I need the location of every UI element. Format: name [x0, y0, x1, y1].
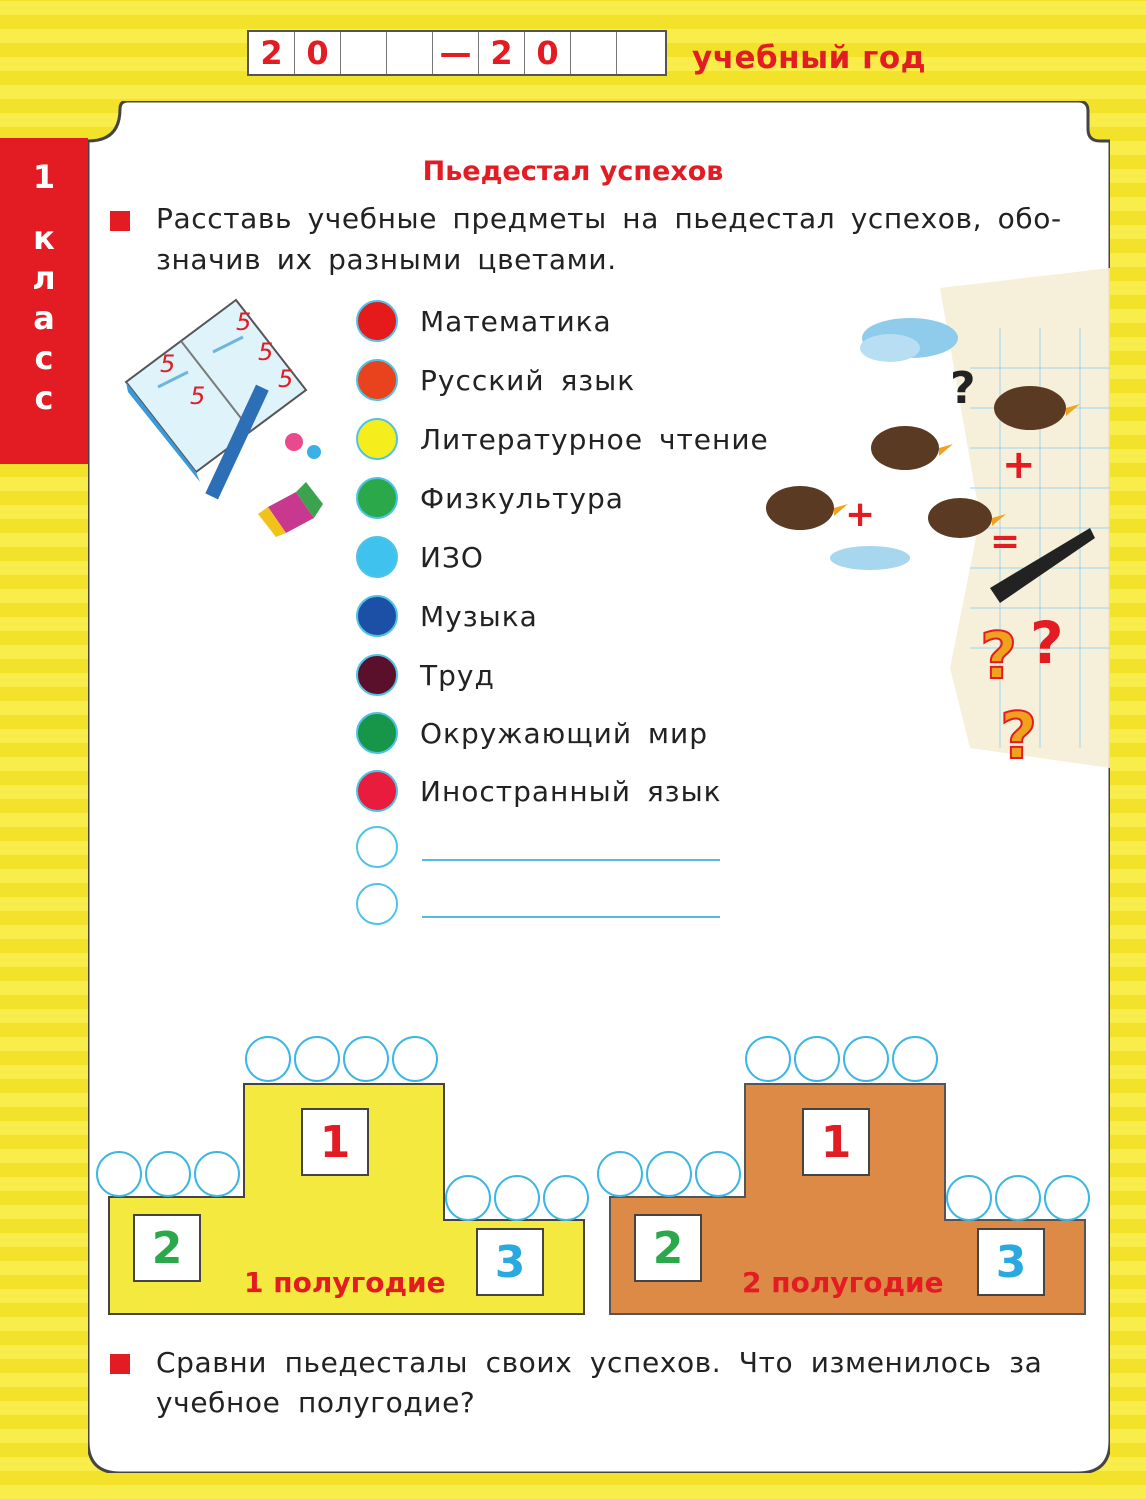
- year-dash: —: [433, 32, 479, 74]
- legend-item: [356, 473, 624, 523]
- legend-item: [356, 708, 708, 758]
- grade-number: 1: [32, 158, 56, 196]
- color-dot[interactable]: [356, 477, 398, 519]
- semester-label: 1 полугодие: [244, 1266, 446, 1299]
- legend-item: [356, 414, 769, 464]
- grade-letter: л: [32, 259, 56, 297]
- write-in-line[interactable]: [422, 859, 720, 861]
- svg-text:=: =: [990, 521, 1021, 562]
- page-title: Пьедестал успехов: [422, 156, 724, 187]
- subject-label: Физкультура: [420, 481, 624, 515]
- color-dot[interactable]: [356, 654, 398, 696]
- year-cell[interactable]: [571, 32, 617, 74]
- legend-item-blank: [356, 822, 720, 872]
- color-dot[interactable]: [356, 359, 398, 401]
- compare-question: [156, 1343, 1086, 1423]
- second-place-slots: [96, 1151, 243, 1197]
- color-dot[interactable]: [356, 418, 398, 460]
- color-dot-empty[interactable]: [356, 883, 398, 925]
- legend-item: [356, 296, 612, 346]
- svg-text:5: 5: [190, 382, 206, 410]
- bullet-icon: [110, 1354, 130, 1374]
- rank-slot[interactable]: [245, 1036, 291, 1082]
- grade-letter: к: [33, 219, 55, 257]
- write-in-line[interactable]: [422, 916, 720, 918]
- rank-slot[interactable]: [946, 1175, 992, 1221]
- grade-letter: с: [34, 379, 54, 417]
- year-cell[interactable]: 0: [295, 32, 341, 74]
- first-place-slots: [245, 1036, 441, 1082]
- svg-text:?: ?: [1030, 609, 1064, 677]
- svg-text:5: 5: [236, 308, 252, 336]
- place-2-box: 2: [634, 1214, 702, 1282]
- subject-label: Труд: [420, 658, 495, 692]
- subject-label: Русский язык: [420, 363, 636, 397]
- birds-math-illustration: [740, 268, 1110, 780]
- svg-text:?: ?: [980, 620, 1018, 694]
- third-place-slots: [946, 1175, 1093, 1221]
- subject-label: ИЗО: [420, 540, 484, 574]
- rank-slot[interactable]: [294, 1036, 340, 1082]
- rank-slot[interactable]: [543, 1175, 589, 1221]
- year-cell[interactable]: 2: [479, 32, 525, 74]
- year-cell[interactable]: 0: [525, 32, 571, 74]
- rank-slot[interactable]: [995, 1175, 1041, 1221]
- rank-slot[interactable]: [1044, 1175, 1090, 1221]
- first-place-slots: [745, 1036, 941, 1082]
- rank-slot[interactable]: [597, 1151, 643, 1197]
- svg-text:?: ?: [950, 363, 976, 414]
- subject-label: Математика: [420, 304, 612, 338]
- rank-slot[interactable]: [892, 1036, 938, 1082]
- legend-item: [356, 650, 495, 700]
- question-line: Сравни пьедесталы своих успехов. Что изменилось за: [156, 1346, 1043, 1379]
- semester-label: 2 полугодие: [742, 1266, 944, 1299]
- place-3-box: 3: [476, 1228, 544, 1296]
- rank-slot[interactable]: [745, 1036, 791, 1082]
- question-line: учебное полугодие?: [156, 1386, 476, 1419]
- year-cell[interactable]: 2: [249, 32, 295, 74]
- place-2-box: 2: [133, 1214, 201, 1282]
- svg-text:5: 5: [258, 338, 274, 366]
- subject-label: Окружающий мир: [420, 716, 709, 750]
- rank-slot[interactable]: [794, 1036, 840, 1082]
- year-cell[interactable]: [387, 32, 433, 74]
- notebook-pen-illustration: [118, 292, 328, 537]
- subject-label: Иностранный язык: [420, 774, 722, 808]
- color-dot[interactable]: [356, 300, 398, 342]
- color-dot[interactable]: [356, 712, 398, 754]
- legend-item: [356, 766, 722, 816]
- rank-slot[interactable]: [194, 1151, 240, 1197]
- svg-text:5: 5: [278, 365, 294, 393]
- place-1-box: 1: [802, 1108, 870, 1176]
- rank-slot[interactable]: [96, 1151, 142, 1197]
- subject-label: Музыка: [420, 599, 538, 633]
- legend-item: [356, 355, 635, 405]
- rank-slot[interactable]: [145, 1151, 191, 1197]
- rank-slot[interactable]: [445, 1175, 491, 1221]
- svg-text:5: 5: [160, 350, 176, 378]
- school-year-boxes: [247, 30, 667, 76]
- rank-slot[interactable]: [494, 1175, 540, 1221]
- year-cell[interactable]: [341, 32, 387, 74]
- year-cell[interactable]: [617, 32, 663, 74]
- legend-item: [356, 591, 538, 641]
- color-dot[interactable]: [356, 536, 398, 578]
- svg-text:?: ?: [1000, 700, 1038, 774]
- color-dot-empty[interactable]: [356, 826, 398, 868]
- svg-text:+: +: [845, 494, 876, 535]
- place-1-box: 1: [301, 1108, 369, 1176]
- bullet-icon: [110, 211, 130, 231]
- rank-slot[interactable]: [392, 1036, 438, 1082]
- legend-item-blank: [356, 879, 720, 929]
- rank-slot[interactable]: [695, 1151, 741, 1197]
- grade-letter: а: [33, 299, 55, 337]
- color-dot[interactable]: [356, 595, 398, 637]
- task-line: Расставь учебные предметы на пьедестал успехов, обо-: [156, 202, 1062, 235]
- rank-slot[interactable]: [843, 1036, 889, 1082]
- color-dot[interactable]: [356, 770, 398, 812]
- subject-label: Литературное чтение: [420, 422, 769, 456]
- task-line: значив их разными цветами.: [156, 243, 617, 276]
- svg-text:+: +: [1002, 442, 1036, 488]
- second-place-slots: [597, 1151, 744, 1197]
- legend-item: [356, 532, 484, 582]
- rank-slot[interactable]: [343, 1036, 389, 1082]
- third-place-slots: [445, 1175, 592, 1221]
- school-year-label: учебный год: [692, 40, 927, 76]
- rank-slot[interactable]: [646, 1151, 692, 1197]
- place-3-box: 3: [977, 1228, 1045, 1296]
- grade-letter: с: [34, 339, 54, 377]
